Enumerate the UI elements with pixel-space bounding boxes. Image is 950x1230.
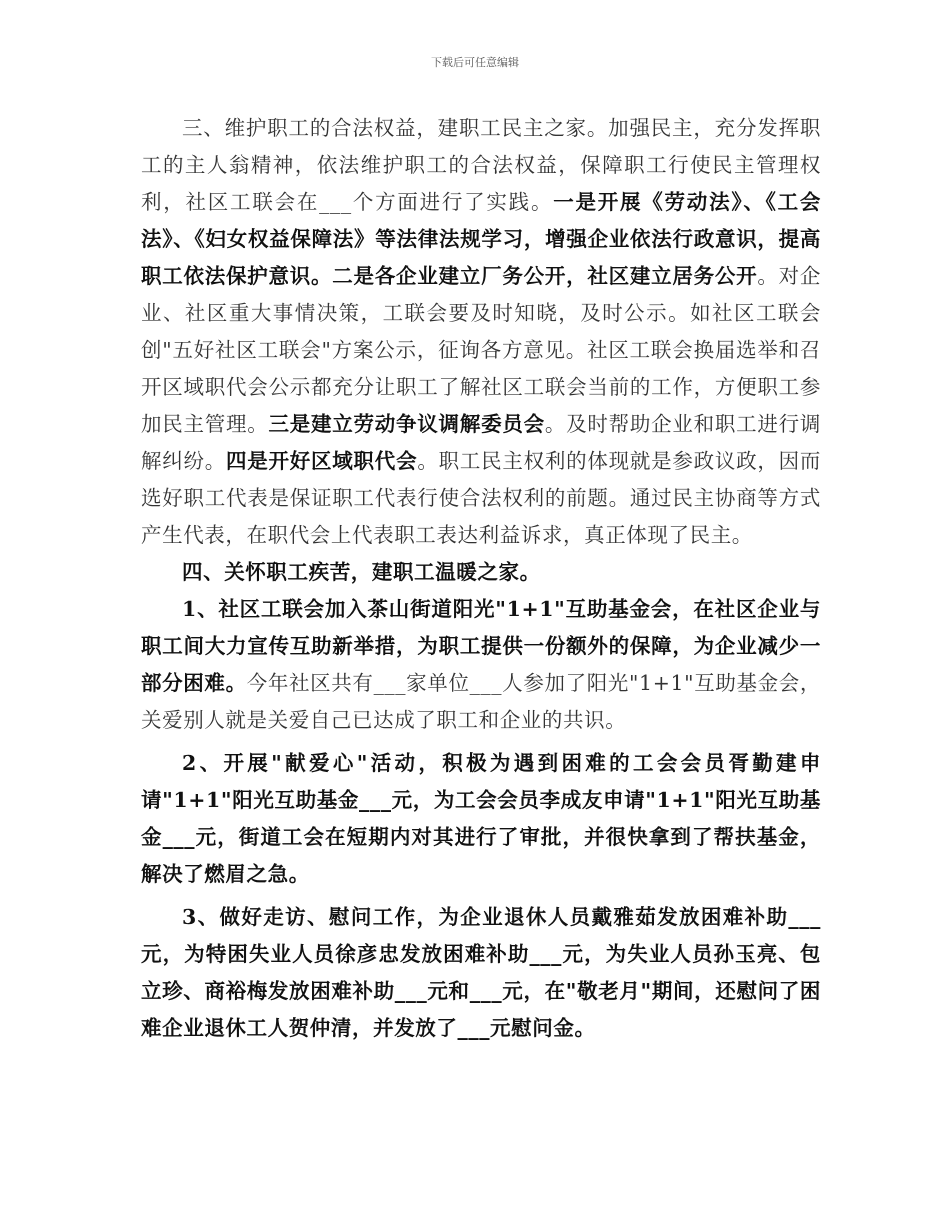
section-4-item-1	[141, 591, 821, 739]
sec3-bold-1: 一是开展《劳动法》、《工会法》、《妇女权益保障法》等法律法规学习，增强企业依法行政意识，提高职工依法保护意识。二是各企业建立厂务公开，社区建立居务公开	[141, 190, 821, 288]
sec3-text-2: 。对企业、社区重大事情决策，工联会要及时知晓，及时公示。如社区工联会创"五好社区工联会"方案公示，征询各方意见。社区工联会换届选举和召开区域职代会公示都充分让职工了解社区工联会当前的工作，方便职工参加民主管理。	[141, 264, 821, 436]
page-header: 下载后可任意编辑	[431, 56, 519, 69]
section-4-title: 四、关怀职工疾苦，建职工温暖之家。	[182, 560, 541, 584]
item-1-text: 今年社区共有___家单位___人参加了阳光"1+1"互助基金会，关爱别人就是关爱自己已达成了职工和企业的共识。	[141, 671, 822, 732]
item-1-bold: 1、社区工联会加入茶山街道阳光"1+1"互助基金会，在社区企业与职工间大力宣传互助新举措，为职工提供一份额外的保障，为企业减少一部分困难。	[141, 597, 821, 695]
sec3-text-1: 三、维护职工的合法权益，建职工民主之家。加强民主，充分发挥职工的主人翁精神，依法维护职工的合法权益，保障职工行使民主管理权利，社区工联会在___个方面进行了实践。	[141, 116, 821, 214]
sec3-text-4: 。职工民主权利的体现就是参政议政，因而选好职工代表是保证职工代表行使合法权利的前题。通过民主协商等方式产生代表，在职代会上代表职工表达利益诉求，真正体现了民主。	[141, 449, 822, 547]
sec3-text-3: 。及时帮助企业和职工进行调解纠纷。	[141, 412, 821, 473]
section-4-item-2: 2、开展"献爱心"活动，积极为遇到困难的工会会员胥勤建申请"1+1"阳光互助基金___元，为工会会员李成友申请"1+1"阳光互助基金___元，街道工会在短期内对其进行了审批，并很快拿到了帮扶基金，解决了燃眉之急。	[141, 751, 821, 886]
section-4-item-3: 3、做好走访、慰问工作，为企业退休人员戴雅茹发放困难补助___元，为特困失业人员徐彦忠发放困难补助___元，为失业人员孙玉亮、包立珍、商裕梅发放困难补助___元和___元，在"敬老月"期间，还慰问了困难企业退休工人贺仲清，并发放了___元慰问金。	[141, 905, 821, 1040]
sec3-bold-3: 四是开好区域职代会	[226, 449, 418, 473]
section-3-paragraph	[141, 110, 821, 554]
document-body	[141, 110, 821, 1047]
sec3-bold-2: 三是建立劳动争议调解委员会	[268, 412, 545, 436]
